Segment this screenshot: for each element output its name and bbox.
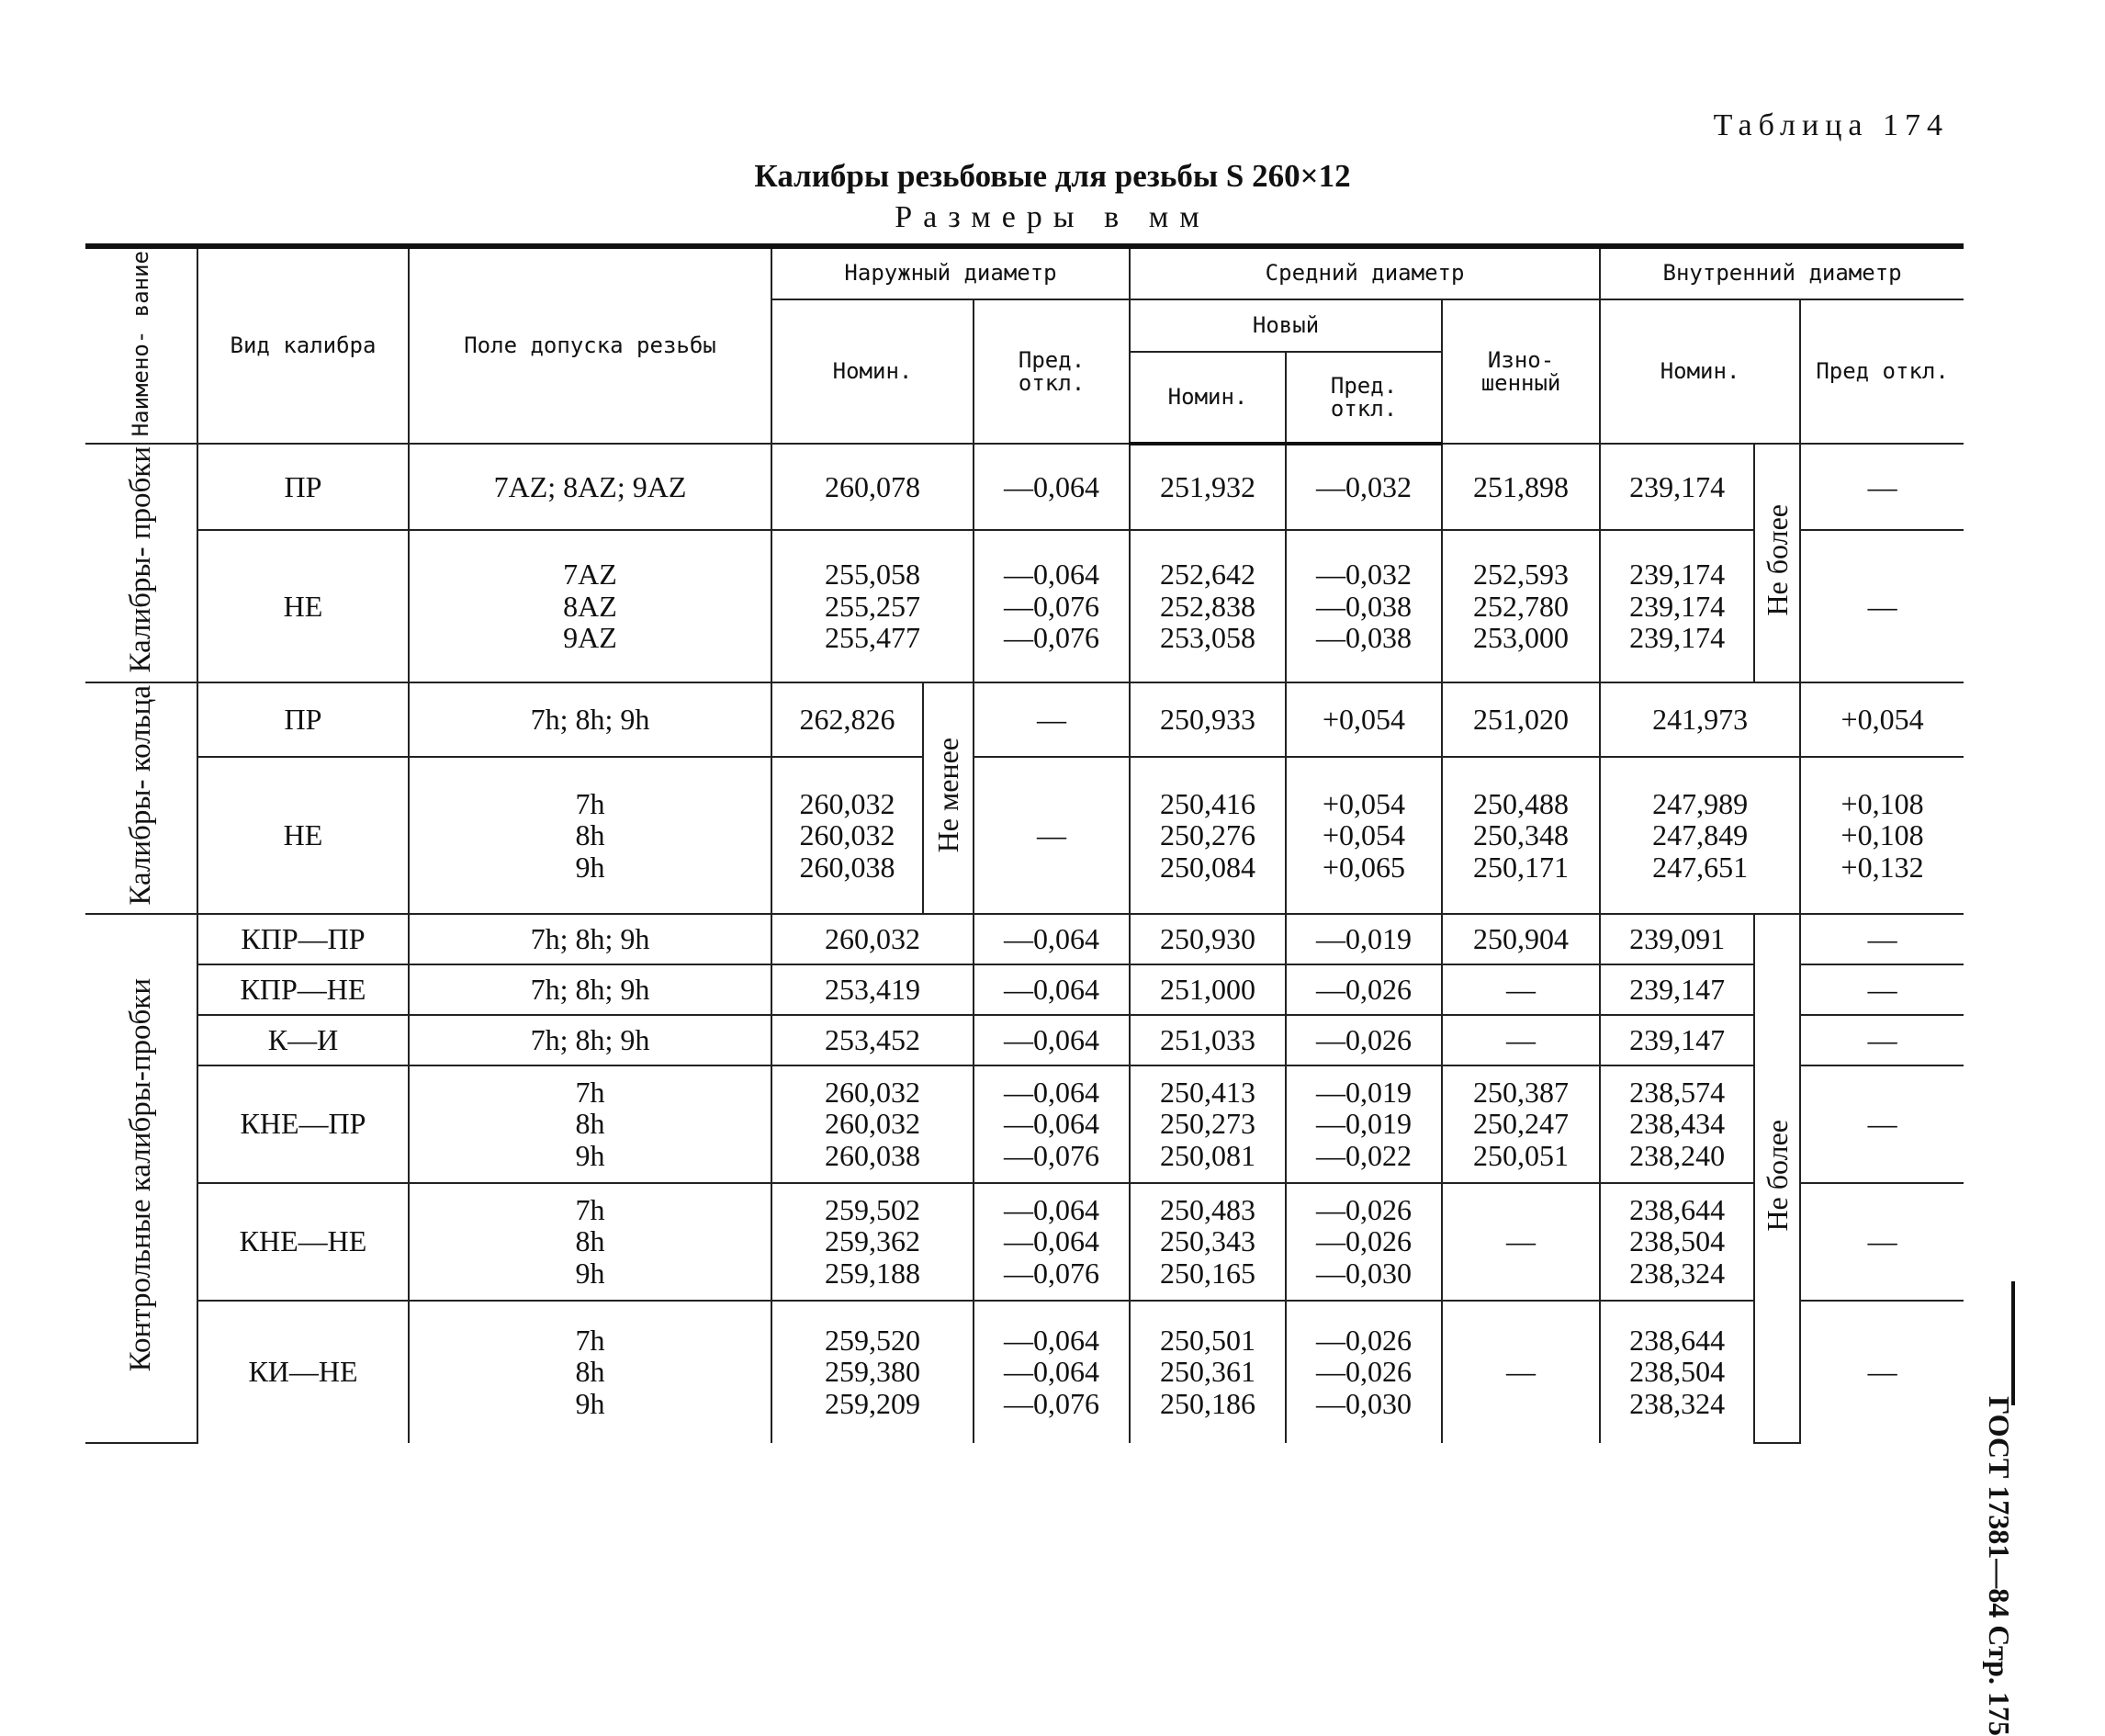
inner-nominal-cell: 239,174 239,174 239,174 (1600, 530, 1754, 682)
kind-cell: КНЕ—НЕ (197, 1183, 409, 1301)
group-control-label: Контрольные калибры-пробки (123, 978, 157, 1372)
outer-nominal-cell: 260,078 (771, 444, 974, 530)
tolerance-cell: 7h; 8h; 9h (409, 914, 771, 964)
outer-deviation-cell: —0,064 (974, 1015, 1130, 1065)
inner-deviation-cell: — (1800, 1301, 1964, 1443)
group-ring-cell (85, 682, 197, 914)
inner-nominal-cell: 238,644 238,504 238,324 (1600, 1183, 1754, 1301)
table-number: Таблица 174 (1713, 108, 1949, 142)
mid-deviation-cell: —0,019 —0,019 —0,022 (1286, 1065, 1442, 1183)
mid-deviation-cell: +0,054 (1286, 682, 1442, 758)
mid-deviation-cell: —0,026 —0,026 —0,030 (1286, 1301, 1442, 1443)
table-row (85, 444, 1964, 530)
outer-nominal-cell: 260,032 (771, 914, 974, 964)
table-row (85, 530, 1964, 682)
mid-nominal-cell: 251,033 (1130, 1015, 1286, 1065)
mid-deviation-cell: —0,026 —0,026 —0,030 (1286, 1183, 1442, 1301)
mid-nominal-cell: 252,642 252,838 253,058 (1130, 530, 1286, 682)
note-not-more-plug: Не более (1754, 444, 1800, 682)
outer-nominal-cell: 259,502 259,362 259,188 (771, 1183, 974, 1301)
col-name-header (85, 246, 197, 444)
mid-deviation-cell: —0,032 (1286, 444, 1442, 530)
table-row (85, 1301, 1964, 1443)
col-mid-deviation-header: Пред. откл. (1286, 352, 1442, 444)
outer-deviation-cell: —0,064 —0,064 —0,076 (974, 1065, 1130, 1183)
mid-nominal-cell: 250,501 250,361 250,186 (1130, 1301, 1286, 1443)
outer-deviation-cell: —0,064 —0,064 —0,076 (974, 1183, 1130, 1301)
kind-cell: КНЕ—ПР (197, 1065, 409, 1183)
col-new-header: Новый (1130, 299, 1442, 352)
outer-nominal-cell: 253,452 (771, 1015, 974, 1065)
mid-deviation-cell: +0,054 +0,054 +0,065 (1286, 757, 1442, 913)
group-plug-cell (85, 444, 197, 682)
col-mid-nominal-header: Номин. (1130, 352, 1286, 444)
mid-deviation-cell: —0,026 (1286, 964, 1442, 1015)
worn-cell: 250,904 (1442, 914, 1600, 964)
kind-cell: НЕ (197, 530, 409, 682)
inner-nominal-cell: 238,574 238,434 238,240 (1600, 1065, 1754, 1183)
table-title: Калибры резьбовые для резьбы S 260×12 (754, 158, 1351, 194)
tolerance-cell: 7h 8h 9h (409, 1301, 771, 1443)
col-inner-header: Внутренний диаметр (1600, 246, 1964, 299)
inner-deviation-cell: +0,054 (1800, 682, 1964, 758)
col-outer-nominal-header: Номин. (771, 299, 974, 444)
outer-deviation-cell: —0,064 (974, 444, 1130, 530)
outer-deviation-cell: — (974, 757, 1130, 913)
note-not-more-control: Не более (1754, 914, 1800, 1443)
col-inner-deviation-header: Пред откл. (1800, 299, 1964, 444)
inner-nominal-cell: 238,644 238,504 238,324 (1600, 1301, 1754, 1443)
note-not-less-ring: Не менее (923, 682, 974, 914)
worn-cell: — (1442, 1183, 1600, 1301)
col-kind-header: Вид калибра (197, 246, 409, 444)
table-row (85, 757, 1964, 913)
tolerance-cell: 7h 8h 9h (409, 1183, 771, 1301)
outer-deviation-cell: —0,064 —0,076 —0,076 (974, 530, 1130, 682)
tolerance-cell: 7h; 8h; 9h (409, 682, 771, 758)
inner-nominal-cell: 247,989 247,849 247,651 (1600, 757, 1800, 913)
col-worn-header: Изно- шенный (1442, 299, 1600, 444)
worn-cell: 250,387 250,247 250,051 (1442, 1065, 1600, 1183)
mid-nominal-cell: 250,483 250,343 250,165 (1130, 1183, 1286, 1301)
outer-nominal-cell: 260,032 260,032 260,038 (771, 1065, 974, 1183)
worn-cell: — (1442, 1301, 1600, 1443)
group-plug-label: Калибры- пробки (123, 446, 157, 673)
col-outer-header: Наружный диаметр (771, 246, 1130, 299)
mid-nominal-cell: 250,416 250,276 250,084 (1130, 757, 1286, 913)
worn-cell: 251,898 (1442, 444, 1600, 530)
outer-nominal-cell: 255,058 255,257 255,477 (771, 530, 974, 682)
table-row (85, 682, 1964, 758)
gauge-table (85, 243, 1964, 1444)
mid-nominal-cell: 250,933 (1130, 682, 1286, 758)
kind-cell: К—И (197, 1015, 409, 1065)
inner-deviation-cell: — (1800, 1015, 1964, 1065)
outer-deviation-cell: —0,064 (974, 914, 1130, 964)
worn-cell: 252,593 252,780 253,000 (1442, 530, 1600, 682)
kind-cell: НЕ (197, 757, 409, 913)
table-row (85, 914, 1964, 964)
inner-deviation-cell: — (1800, 444, 1964, 530)
tolerance-cell: 7h 8h 9h (409, 1065, 771, 1183)
inner-nominal-cell: 239,147 (1600, 964, 1754, 1015)
mid-nominal-cell: 251,000 (1130, 964, 1286, 1015)
tolerance-cell: 7AZ; 8AZ; 9AZ (409, 444, 771, 530)
tolerance-cell: 7h; 8h; 9h (409, 1015, 771, 1065)
outer-nominal-cell: 259,520 259,380 259,209 (771, 1301, 974, 1443)
outer-nominal-cell: 253,419 (771, 964, 974, 1015)
col-name-label: Наимено- вание (127, 251, 153, 437)
inner-deviation-cell: — (1800, 964, 1964, 1015)
outer-deviation-cell: —0,064 (974, 964, 1130, 1015)
outer-nominal-cell: 260,032 260,032 260,038 (771, 757, 923, 913)
inner-nominal-cell: 239,147 (1600, 1015, 1754, 1065)
worn-cell: — (1442, 1015, 1600, 1065)
worn-cell: 251,020 (1442, 682, 1600, 758)
group-control-cell (85, 914, 197, 1443)
inner-deviation-cell: +0,108 +0,108 +0,132 (1800, 757, 1964, 913)
kind-cell: ПР (197, 444, 409, 530)
outer-deviation-cell: —0,064 —0,064 —0,076 (974, 1301, 1130, 1443)
kind-cell: КПР—НЕ (197, 964, 409, 1015)
group-ring-label: Калибры- кольца (123, 684, 157, 906)
inner-deviation-cell: — (1800, 914, 1964, 964)
mid-nominal-cell: 250,930 (1130, 914, 1286, 964)
tolerance-cell: 7h; 8h; 9h (409, 964, 771, 1015)
worn-cell: 250,488 250,348 250,171 (1442, 757, 1600, 913)
inner-nominal-cell: 239,174 (1600, 444, 1754, 530)
worn-cell: — (1442, 964, 1600, 1015)
kind-cell: КПР—ПР (197, 914, 409, 964)
table-row (85, 964, 1964, 1015)
mid-deviation-cell: —0,032 —0,038 —0,038 (1286, 530, 1442, 682)
kind-cell: КИ—НЕ (197, 1301, 409, 1443)
page-side-label: ГОСТ 17381—84 Стр. 175 (1983, 1396, 2016, 1736)
tolerance-cell: 7h 8h 9h (409, 757, 771, 913)
table-row (85, 1015, 1964, 1065)
inner-nominal-cell: 241,973 (1600, 682, 1800, 758)
table-row (85, 1183, 1964, 1301)
mid-deviation-cell: —0,026 (1286, 1015, 1442, 1065)
mid-nominal-cell: 250,413 250,273 250,081 (1130, 1065, 1286, 1183)
inner-deviation-cell: — (1800, 1065, 1964, 1183)
outer-deviation-cell: — (974, 682, 1130, 758)
col-inner-nominal-header: Номин. (1600, 299, 1800, 444)
outer-nominal-cell: 262,826 (771, 682, 923, 758)
col-tolerance-header: Поле допуска резьбы (409, 246, 771, 444)
tolerance-cell: 7AZ 8AZ 9AZ (409, 530, 771, 682)
mid-deviation-cell: —0,019 (1286, 914, 1442, 964)
table-row (85, 1065, 1964, 1183)
inner-nominal-cell: 239,091 (1600, 914, 1754, 964)
inner-deviation-cell: — (1800, 1183, 1964, 1301)
side-rule (2011, 1281, 2015, 1405)
kind-cell: ПР (197, 682, 409, 758)
col-outer-deviation-header: Пред. откл. (974, 299, 1130, 444)
mid-nominal-cell: 251,932 (1130, 444, 1286, 530)
col-middle-header: Средний диаметр (1130, 246, 1600, 299)
units-caption: Размеры в мм (895, 200, 1210, 234)
inner-deviation-cell: — (1800, 530, 1964, 682)
